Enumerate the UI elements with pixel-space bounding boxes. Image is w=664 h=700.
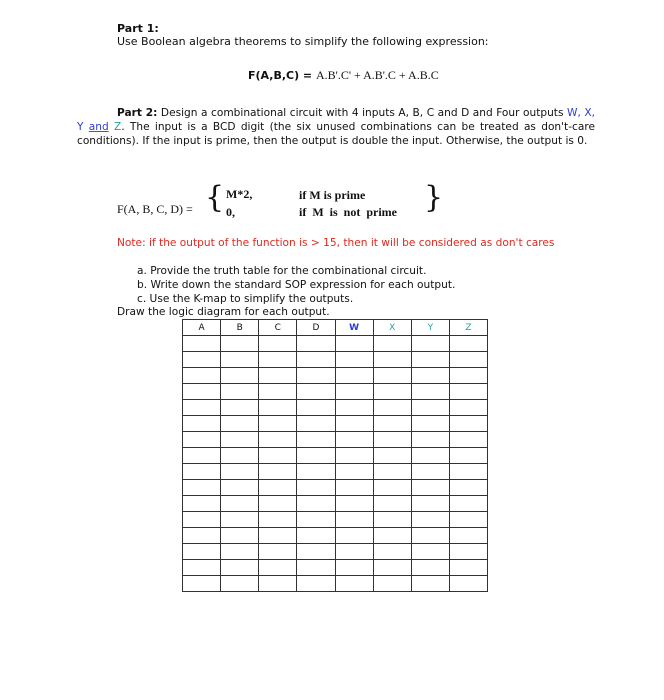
table-cell [449, 528, 487, 544]
table-row [183, 416, 488, 432]
table-cell [449, 560, 487, 576]
table-cell [449, 464, 487, 480]
table-cell [297, 480, 335, 496]
left-brace-icon: { [205, 180, 225, 215]
table-cell [183, 352, 221, 368]
table-cell [373, 448, 411, 464]
table-cell [449, 496, 487, 512]
part2-text-a: Design a combinational circuit with 4 inputs A, B, C and D and Four outputs [160, 107, 567, 119]
table-cell [183, 464, 221, 480]
table-cell [449, 448, 487, 464]
header-w: W [335, 320, 373, 336]
table-cell [449, 368, 487, 384]
table-cell [411, 336, 449, 352]
table-cell [221, 416, 259, 432]
table-row [183, 384, 488, 400]
table-cell [183, 496, 221, 512]
table-cell [373, 336, 411, 352]
table-cell [183, 576, 221, 592]
table-row [183, 544, 488, 560]
header-x: X [373, 320, 411, 336]
table-cell [449, 480, 487, 496]
truth-table-body [183, 336, 488, 592]
table-row [183, 336, 488, 352]
table-cell [411, 368, 449, 384]
table-cell [183, 368, 221, 384]
table-cell [411, 560, 449, 576]
part2-paragraph [77, 106, 595, 148]
table-cell [183, 480, 221, 496]
part2-outputs: W, X, Y [77, 107, 595, 133]
table-cell [183, 512, 221, 528]
header-c: C [259, 320, 297, 336]
expression-lhs: F(A,B,C) = [248, 69, 316, 82]
table-cell [183, 560, 221, 576]
part1-instruction: Use Boolean algebra theorems to simplify the following expression: [117, 35, 489, 48]
table-cell [449, 352, 487, 368]
part2-and: and [88, 121, 109, 133]
table-cell [297, 336, 335, 352]
table-cell [335, 560, 373, 576]
header-a: A [183, 320, 221, 336]
table-cell [183, 336, 221, 352]
table-cell [373, 512, 411, 528]
table-cell [221, 400, 259, 416]
table-cell [449, 576, 487, 592]
table-cell [335, 368, 373, 384]
header-z: Z [449, 320, 487, 336]
table-cell [221, 336, 259, 352]
table-cell [259, 336, 297, 352]
table-row [183, 560, 488, 576]
header-d: D [297, 320, 335, 336]
table-cell [411, 544, 449, 560]
table-row [183, 528, 488, 544]
table-cell [297, 496, 335, 512]
table-cell [373, 480, 411, 496]
table-cell [373, 528, 411, 544]
table-cell [259, 512, 297, 528]
table-cell [221, 368, 259, 384]
table-cell [449, 432, 487, 448]
table-cell [335, 416, 373, 432]
table-cell [221, 560, 259, 576]
table-cell [297, 368, 335, 384]
table-cell [297, 448, 335, 464]
part2-text-b: . The input is a BCD digit (the six unused combinations can be treated as don't-care conditions). If the input is prime, then the output is double the input. Otherwise, the output is 0. [77, 121, 595, 147]
header-y: Y [411, 320, 449, 336]
table-cell [449, 544, 487, 560]
table-row [183, 464, 488, 480]
table-cell [259, 560, 297, 576]
table-cell [297, 416, 335, 432]
expression-rhs: A.B'.C' + A.B'.C + A.B.C [315, 68, 439, 82]
table-cell [221, 496, 259, 512]
table-cell [297, 560, 335, 576]
table-cell [411, 496, 449, 512]
table-cell [221, 352, 259, 368]
draw-instruction: Draw the logic diagram for each output. [117, 306, 330, 318]
part1-heading: Part 1: [117, 22, 159, 35]
table-cell [373, 368, 411, 384]
table-cell [221, 512, 259, 528]
table-row [183, 400, 488, 416]
table-cell [221, 528, 259, 544]
table-cell [335, 352, 373, 368]
table-cell [297, 544, 335, 560]
table-cell [221, 464, 259, 480]
table-cell [297, 432, 335, 448]
table-cell [221, 480, 259, 496]
table-cell [259, 496, 297, 512]
right-brace-icon: } [424, 180, 444, 215]
table-cell [183, 384, 221, 400]
table-cell [297, 464, 335, 480]
table-cell [297, 400, 335, 416]
table-cell [183, 528, 221, 544]
table-cell [373, 384, 411, 400]
case2-value: 0, [226, 205, 235, 219]
case1-value: M*2, [226, 187, 253, 201]
table-cell [411, 352, 449, 368]
table-cell [335, 544, 373, 560]
table-row [183, 496, 488, 512]
table-cell [259, 432, 297, 448]
table-cell [259, 464, 297, 480]
table-cell [373, 400, 411, 416]
table-cell [297, 576, 335, 592]
table-cell [259, 544, 297, 560]
table-cell [297, 528, 335, 544]
table-cell [335, 512, 373, 528]
table-cell [373, 464, 411, 480]
table-cell [411, 448, 449, 464]
table-cell [411, 576, 449, 592]
table-cell [373, 432, 411, 448]
part2-output-z: Z [113, 121, 122, 133]
table-cell [221, 384, 259, 400]
table-cell [335, 464, 373, 480]
part1-expression [248, 64, 439, 83]
table-row [183, 512, 488, 528]
case2-condition: if M is not prime [299, 205, 397, 219]
table-cell [335, 384, 373, 400]
table-cell [259, 352, 297, 368]
table-cell [411, 480, 449, 496]
table-cell [259, 448, 297, 464]
table-cell [335, 496, 373, 512]
table-cell [411, 384, 449, 400]
table-cell [411, 464, 449, 480]
table-cell [335, 400, 373, 416]
table-cell [373, 560, 411, 576]
table-cell [183, 544, 221, 560]
part2-label: Part 2: [117, 107, 158, 119]
table-cell [221, 432, 259, 448]
table-cell [411, 528, 449, 544]
table-cell [297, 352, 335, 368]
table-cell [259, 416, 297, 432]
table-cell [335, 432, 373, 448]
table-cell [449, 400, 487, 416]
table-row [183, 448, 488, 464]
note-text: Note: if the output of the function is > 15, then it will be considered as don't cares [117, 237, 555, 249]
table-cell [411, 400, 449, 416]
table-cell [373, 416, 411, 432]
table-row [183, 352, 488, 368]
task-b: b. Write down the standard SOP expression for each output. [137, 279, 456, 291]
table-cell [259, 576, 297, 592]
table-cell [373, 544, 411, 560]
truth-table-header-row [183, 320, 488, 336]
table-cell [183, 400, 221, 416]
table-cell [221, 448, 259, 464]
table-cell [183, 448, 221, 464]
table-cell [411, 432, 449, 448]
table-cell [259, 368, 297, 384]
table-row [183, 576, 488, 592]
table-cell [449, 416, 487, 432]
table-cell [259, 400, 297, 416]
table-cell [183, 416, 221, 432]
table-cell [449, 512, 487, 528]
table-cell [221, 576, 259, 592]
table-cell [335, 528, 373, 544]
table-cell [259, 384, 297, 400]
table-cell [373, 352, 411, 368]
table-cell [259, 528, 297, 544]
table-cell [335, 480, 373, 496]
table-cell [297, 512, 335, 528]
table-cell [411, 512, 449, 528]
table-cell [449, 384, 487, 400]
task-a: a. Provide the truth table for the combinational circuit. [137, 265, 427, 277]
table-cell [411, 416, 449, 432]
table-cell [335, 448, 373, 464]
table-cell [373, 496, 411, 512]
table-row [183, 480, 488, 496]
table-cell [335, 336, 373, 352]
header-b: B [221, 320, 259, 336]
table-row [183, 368, 488, 384]
table-cell [259, 480, 297, 496]
function-lhs: F(A, B, C, D) = [117, 202, 193, 216]
truth-table [182, 319, 488, 592]
case1-condition: if M is prime [299, 188, 366, 202]
table-cell [335, 576, 373, 592]
table-cell [373, 576, 411, 592]
table-cell [183, 432, 221, 448]
task-c: c. Use the K-map to simplify the outputs. [137, 293, 354, 305]
table-cell [449, 336, 487, 352]
table-cell [221, 544, 259, 560]
table-cell [297, 384, 335, 400]
table-row [183, 432, 488, 448]
